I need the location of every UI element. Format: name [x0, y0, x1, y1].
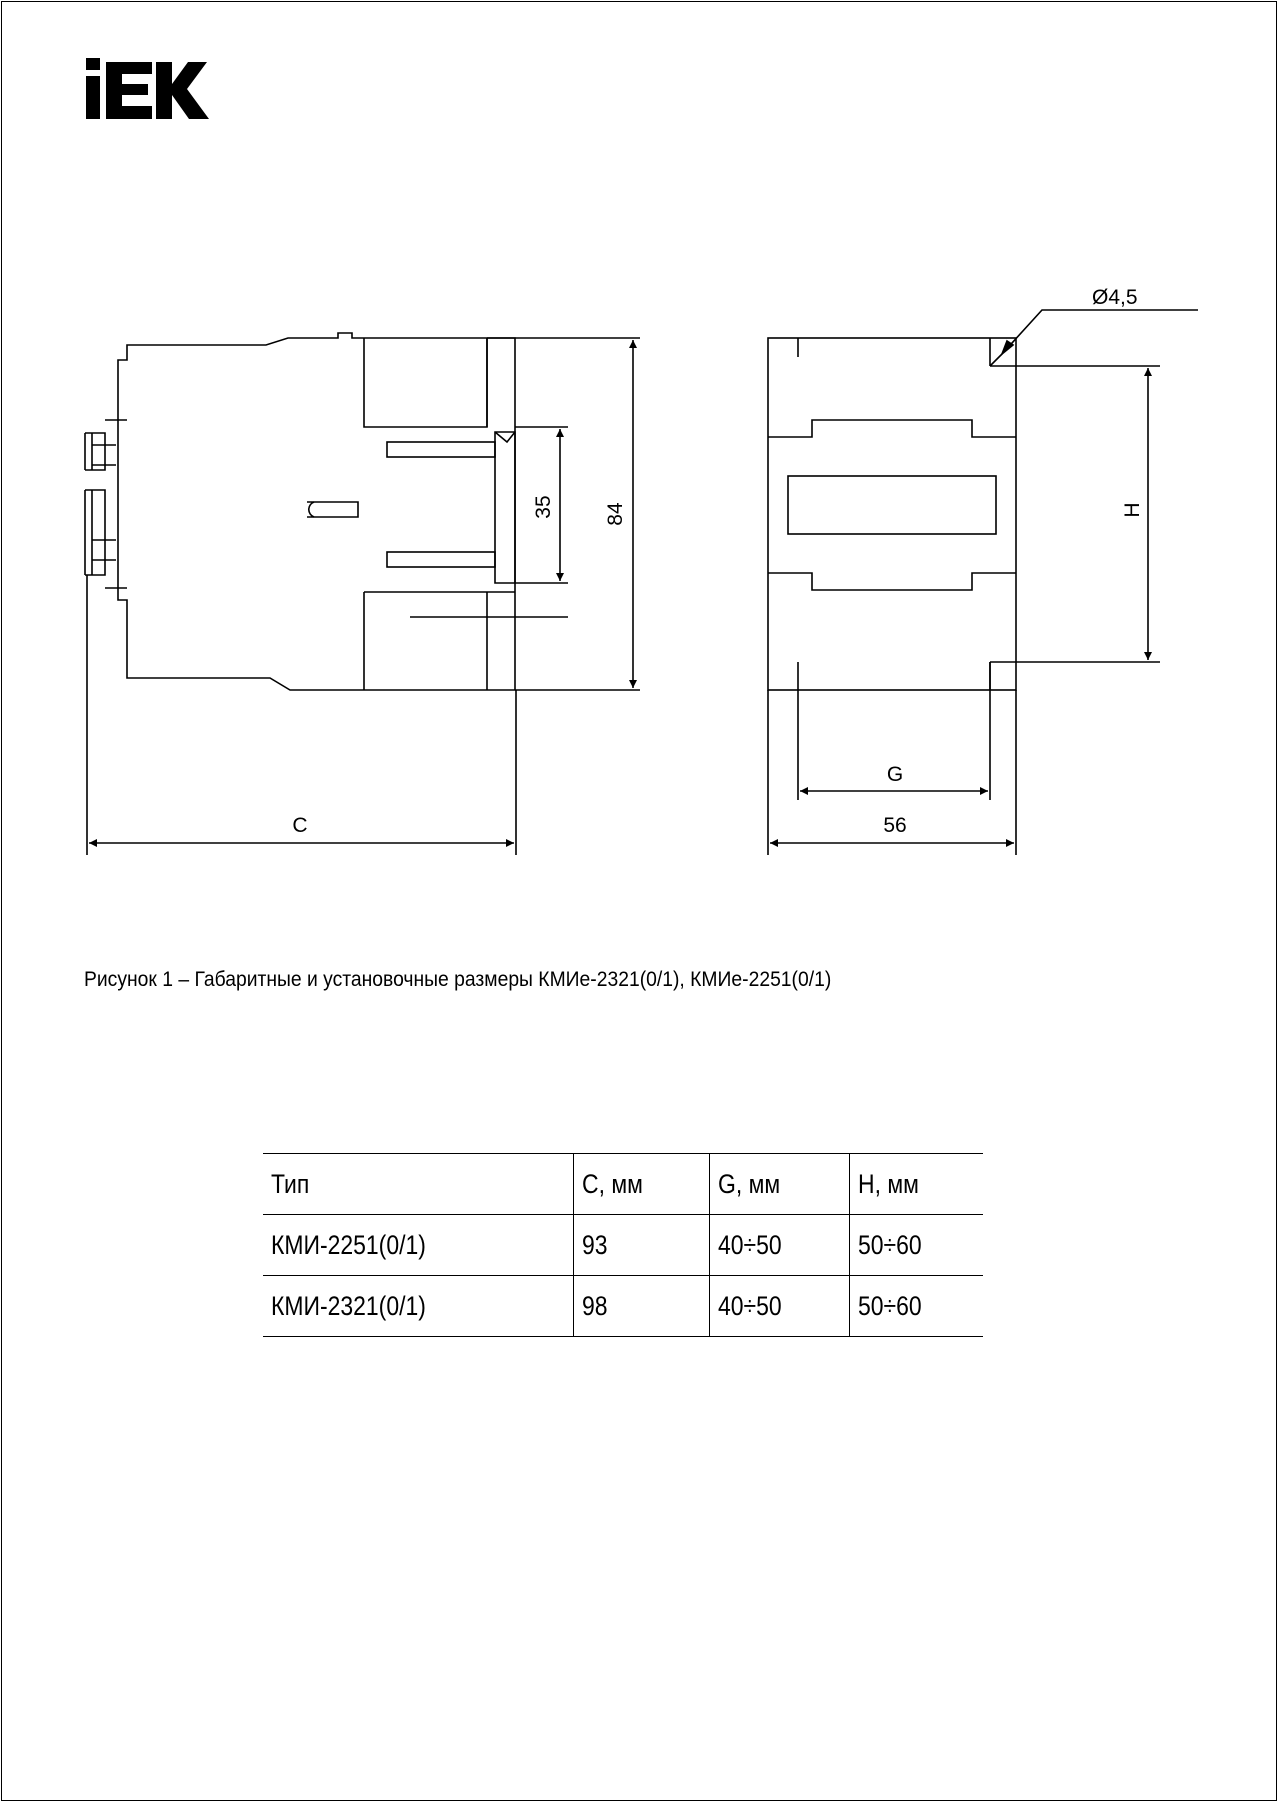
table-row — [263, 1215, 983, 1276]
header-type: Тип — [263, 1154, 574, 1215]
cell-c: 93 — [574, 1215, 710, 1276]
dim-56-label: 56 — [883, 814, 907, 837]
figure-caption: Рисунок 1 – Габаритные и установочные размеры КМИе-2321(0/1), КМИе-2251(0/1) — [84, 968, 832, 991]
cell-h: 50÷60 — [850, 1276, 984, 1337]
dim-c-label: C — [292, 814, 308, 837]
header-h: H, мм — [850, 1154, 984, 1215]
dim-g-label: G — [886, 763, 904, 786]
dim-84-label: 84 — [604, 502, 627, 526]
cell-h: 50÷60 — [850, 1215, 984, 1276]
dimensions-table — [263, 1153, 983, 1337]
front-view — [768, 310, 1198, 855]
table-row — [263, 1276, 983, 1337]
cell-g: 40÷50 — [710, 1215, 850, 1276]
dim-h-label: H — [1121, 502, 1144, 518]
table-header-row — [263, 1154, 983, 1215]
cell-g: 40÷50 — [710, 1276, 850, 1337]
cell-type: КМИ-2321(0/1) — [263, 1276, 574, 1337]
header-g: G, мм — [710, 1154, 850, 1215]
dimension-drawing — [0, 0, 1280, 900]
cell-c: 98 — [574, 1276, 710, 1337]
side-view — [85, 333, 640, 855]
diameter-label: Ø4,5 — [1092, 286, 1138, 309]
dim-35-label: 35 — [532, 495, 555, 519]
header-c: C, мм — [574, 1154, 710, 1215]
cell-type: КМИ-2251(0/1) — [263, 1215, 574, 1276]
